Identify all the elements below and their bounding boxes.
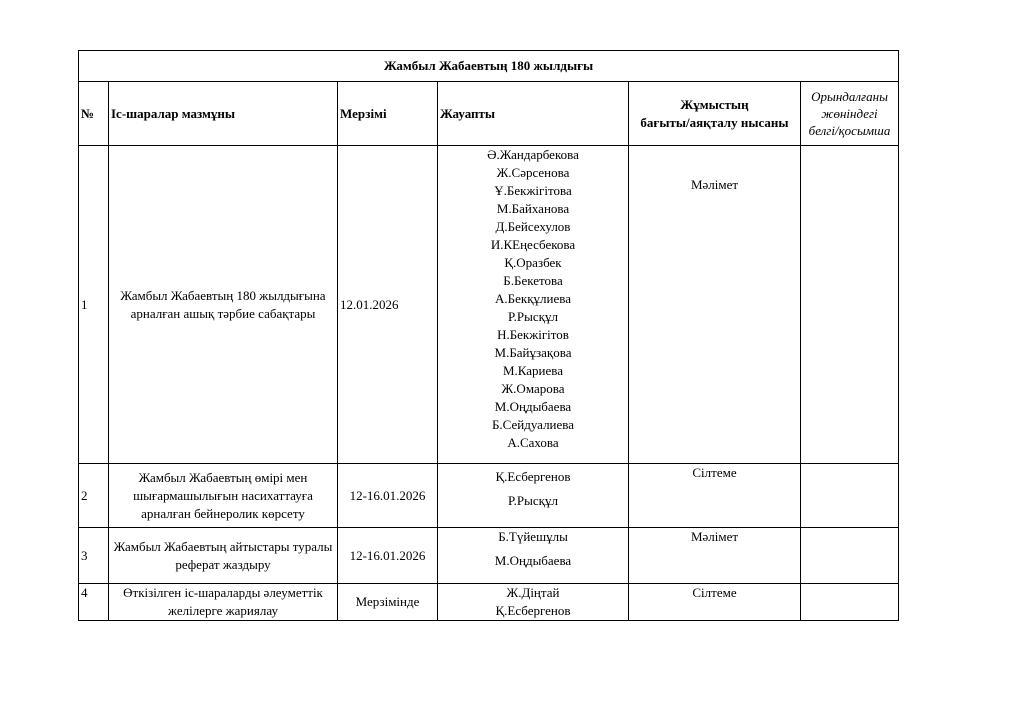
header-number: № [79, 82, 109, 146]
responsible-person: М.Байұзақова [494, 345, 572, 360]
header-work-form [629, 82, 801, 146]
responsible-person: Р.Рысқұл [508, 493, 558, 508]
row-work-form: Сілтеме [629, 464, 801, 528]
row-work-form: Сілтеме [629, 584, 801, 621]
header-row [79, 82, 899, 146]
row-number: 3 [79, 528, 109, 584]
row-number: 1 [79, 146, 109, 464]
header-responsible: Жауапты [438, 82, 629, 146]
row-responsible [438, 584, 629, 621]
responsible-person: Н.Бекжігітов [497, 327, 569, 342]
responsible-person: М.Кариева [502, 363, 564, 378]
responsible-person: И.КЕңесбекова [490, 237, 576, 252]
responsible-person: Д.Бейсехулов [495, 219, 571, 234]
responsible-person: М.Оңдыбаева [494, 399, 572, 414]
row-work-form: Мәлімет [629, 528, 801, 584]
row-number: 4 [79, 584, 109, 621]
row-responsible [438, 464, 629, 528]
events-plan-table [78, 50, 899, 621]
row-date: 12.01.2026 [338, 146, 438, 464]
responsible-person: Б.Бекетова [503, 273, 563, 288]
header-work-form-line2: бағыты/аяқталу нысаны [640, 114, 789, 130]
table-row [79, 146, 899, 464]
row-number: 2 [79, 464, 109, 528]
row-content: Жамбыл Жабаевтың айтыстары туралы реферат жаздыру [109, 528, 338, 584]
responsible-person: Қ.Оразбек [504, 255, 562, 270]
row-content: Өткізілген іс-шараларды әлеуметтік желілерге жариялау [109, 584, 338, 621]
table-row [79, 464, 899, 528]
table-row [79, 584, 899, 621]
header-work-form-line1: Жұмыстың [680, 96, 749, 112]
header-content: Іс-шаралар мазмұны [109, 82, 338, 146]
table-row [79, 528, 899, 584]
row-completion-mark [801, 584, 899, 621]
responsible-person: Ұ.Бекжігітова [494, 183, 572, 198]
row-content: Жамбыл Жабаевтың 180 жылдығына арналған ашық тәрбие сабақтары [109, 146, 338, 464]
responsible-person: Ж.Омарова [501, 381, 565, 396]
row-work-form: Мәлімет [629, 146, 801, 464]
header-date: Мерзімі [338, 82, 438, 146]
responsible-person: Ж.Сәрсенова [496, 165, 570, 180]
table-title: Жамбыл Жабаевтың 180 жылдығы [79, 51, 899, 82]
row-completion-mark [801, 528, 899, 584]
row-responsible [438, 528, 629, 584]
title-row [79, 51, 899, 82]
header-mark-line1: Орындалғаны [811, 89, 888, 104]
responsible-person: М.Оңдыбаева [494, 553, 572, 568]
row-completion-mark [801, 464, 899, 528]
responsible-person: Ж.Діңтай [506, 585, 560, 600]
responsible-person: Р.Рысқұл [508, 309, 558, 324]
responsible-person: Б.Түйешұлы [498, 529, 568, 544]
responsible-person: Б.Сейдуалиева [491, 417, 575, 432]
row-date: 12-16.01.2026 [338, 464, 438, 528]
responsible-person: А.Бекқұлиева [495, 291, 571, 306]
header-mark-line2: жөніндегі [821, 106, 878, 121]
row-completion-mark [801, 146, 899, 464]
header-completion-mark [801, 82, 899, 146]
row-responsible [438, 146, 629, 464]
header-mark-line3: белгі/қосымша [808, 123, 891, 138]
row-date: Мерзімінде [338, 584, 438, 621]
responsible-person: Қ.Есбергенов [495, 603, 571, 618]
responsible-person: Қ.Есбергенов [495, 469, 571, 484]
responsible-person: А.Сахова [507, 435, 559, 450]
row-date: 12-16.01.2026 [338, 528, 438, 584]
responsible-person: Ә.Жандарбекова [487, 147, 579, 162]
row-content: Жамбыл Жабаевтың өмірі мен шығармашылығын насихаттауға арналған бейнеролик көрсету [109, 464, 338, 528]
responsible-person: М.Байханова [496, 201, 570, 216]
